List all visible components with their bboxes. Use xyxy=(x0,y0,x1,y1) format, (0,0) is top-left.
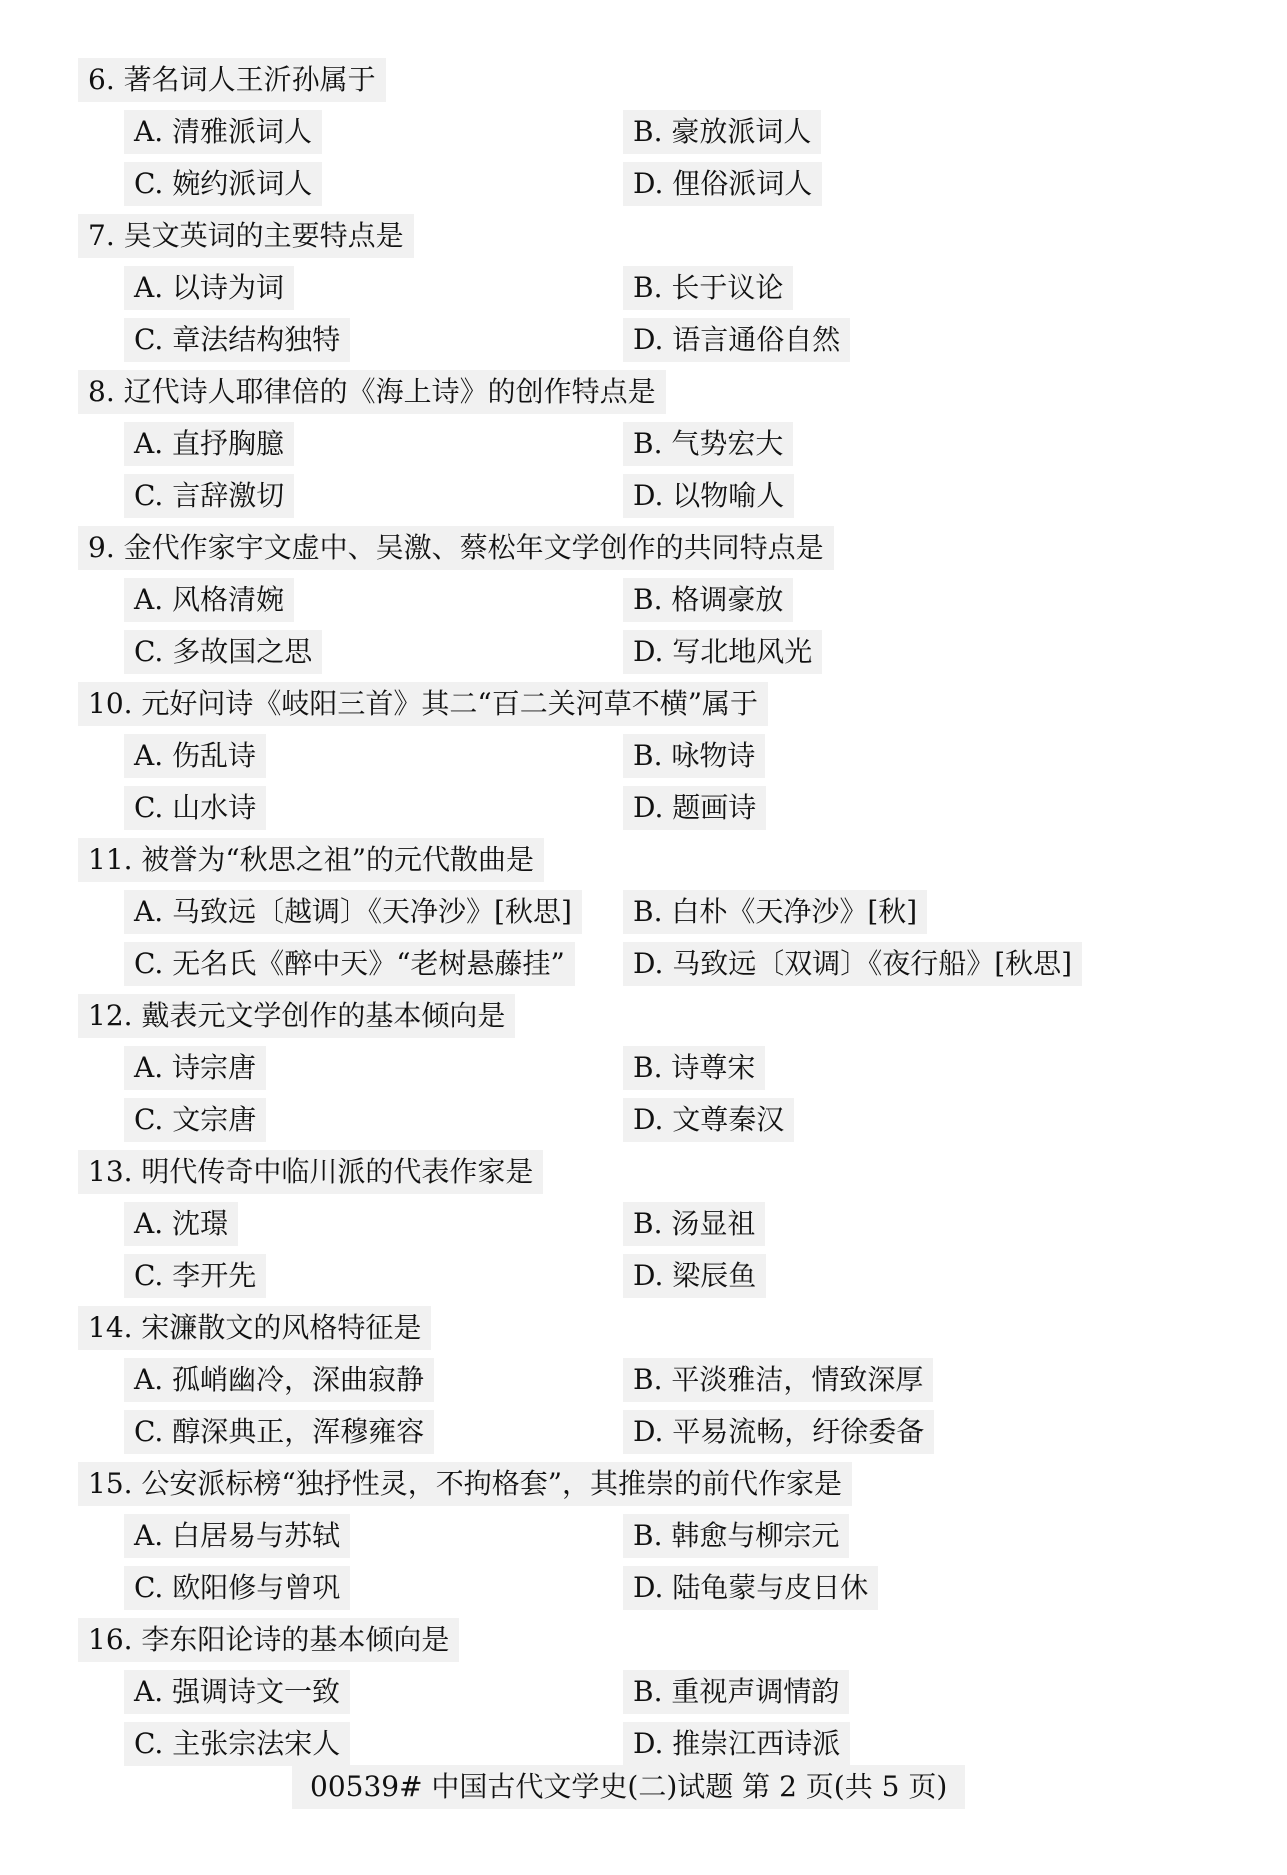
option-d: D. 推崇江西诗派 xyxy=(623,1722,850,1766)
question-15 xyxy=(78,1462,1238,1604)
question-stem: 7. 吴文英词的主要特点是 xyxy=(78,214,414,258)
page-footer: 00539# 中国古代文学史(二)试题 第 2 页(共 5 页) xyxy=(292,1765,965,1809)
option-a: A. 白居易与苏轼 xyxy=(124,1514,350,1558)
option-c: C. 醇深典正，浑穆雍容 xyxy=(124,1410,434,1454)
option-a: A. 以诗为词 xyxy=(124,266,294,310)
option-a: A. 清雅派词人 xyxy=(124,110,322,154)
option-c: C. 山水诗 xyxy=(124,786,266,830)
question-7 xyxy=(78,214,1238,356)
option-d: D. 马致远〔双调〕《夜行船》[秋思] xyxy=(623,942,1082,986)
option-c: C. 多故国之思 xyxy=(124,630,322,674)
option-b: B. 格调豪放 xyxy=(623,578,793,622)
question-9 xyxy=(78,526,1238,668)
option-c: C. 文宗唐 xyxy=(124,1098,266,1142)
option-d: D. 陆龟蒙与皮日休 xyxy=(623,1566,878,1610)
option-b: B. 咏物诗 xyxy=(623,734,765,778)
option-b: B. 韩愈与柳宗元 xyxy=(623,1514,849,1558)
option-d: D. 平易流畅，纡徐委备 xyxy=(623,1410,934,1454)
option-c: C. 李开先 xyxy=(124,1254,266,1298)
question-8 xyxy=(78,370,1238,512)
question-stem: 11. 被誉为“秋思之祖”的元代散曲是 xyxy=(78,838,544,882)
option-d: D. 梁辰鱼 xyxy=(623,1254,766,1298)
option-b: B. 重视声调情韵 xyxy=(623,1670,849,1714)
option-a: A. 直抒胸臆 xyxy=(124,422,294,466)
question-16 xyxy=(78,1618,1238,1760)
option-c: C. 章法结构独特 xyxy=(124,318,350,362)
option-a: A. 诗宗唐 xyxy=(124,1046,266,1090)
option-c: C. 婉约派词人 xyxy=(124,162,322,206)
question-stem: 14. 宋濂散文的风格特征是 xyxy=(78,1306,431,1350)
question-stem: 8. 辽代诗人耶律倍的《海上诗》的创作特点是 xyxy=(78,370,666,414)
option-d: D. 以物喻人 xyxy=(623,474,794,518)
option-a: A. 沈璟 xyxy=(124,1202,238,1246)
question-stem: 12. 戴表元文学创作的基本倾向是 xyxy=(78,994,515,1038)
question-12 xyxy=(78,994,1238,1136)
option-d: D. 题画诗 xyxy=(623,786,766,830)
question-13 xyxy=(78,1150,1238,1292)
option-a: A. 马致远〔越调〕《天净沙》[秋思] xyxy=(124,890,582,934)
option-a: A. 孤峭幽冷，深曲寂静 xyxy=(124,1358,434,1402)
option-a: A. 伤乱诗 xyxy=(124,734,266,778)
option-b: B. 汤显祖 xyxy=(623,1202,765,1246)
option-c: C. 无名氏《醉中天》“老树悬藤挂” xyxy=(124,942,575,986)
option-d: D. 写北地风光 xyxy=(623,630,822,674)
option-b: B. 气势宏大 xyxy=(623,422,793,466)
option-d: D. 语言通俗自然 xyxy=(623,318,850,362)
question-stem: 6. 著名词人王沂孙属于 xyxy=(78,58,386,102)
option-c: C. 主张宗法宋人 xyxy=(124,1722,350,1766)
option-a: A. 强调诗文一致 xyxy=(124,1670,350,1714)
option-c: C. 言辞激切 xyxy=(124,474,294,518)
option-c: C. 欧阳修与曾巩 xyxy=(124,1566,350,1610)
question-stem: 10. 元好问诗《岐阳三首》其二“百二关河草不横”属于 xyxy=(78,682,768,726)
question-11 xyxy=(78,838,1238,980)
question-6 xyxy=(78,58,1238,200)
question-10 xyxy=(78,682,1238,824)
option-b: B. 诗尊宋 xyxy=(623,1046,765,1090)
option-b: B. 豪放派词人 xyxy=(623,110,821,154)
question-stem: 15. 公安派标榜“独抒性灵，不拘格套”，其推崇的前代作家是 xyxy=(78,1462,852,1506)
question-stem: 13. 明代传奇中临川派的代表作家是 xyxy=(78,1150,543,1194)
question-14 xyxy=(78,1306,1238,1448)
option-b: B. 长于议论 xyxy=(623,266,793,310)
option-b: B. 白朴《天净沙》[秋] xyxy=(623,890,927,934)
question-stem: 9. 金代作家宇文虚中、吴激、蔡松年文学创作的共同特点是 xyxy=(78,526,834,570)
option-d: D. 俚俗派词人 xyxy=(623,162,822,206)
option-b: B. 平淡雅洁，情致深厚 xyxy=(623,1358,933,1402)
option-a: A. 风格清婉 xyxy=(124,578,294,622)
option-d: D. 文尊秦汉 xyxy=(623,1098,794,1142)
question-stem: 16. 李东阳论诗的基本倾向是 xyxy=(78,1618,459,1662)
